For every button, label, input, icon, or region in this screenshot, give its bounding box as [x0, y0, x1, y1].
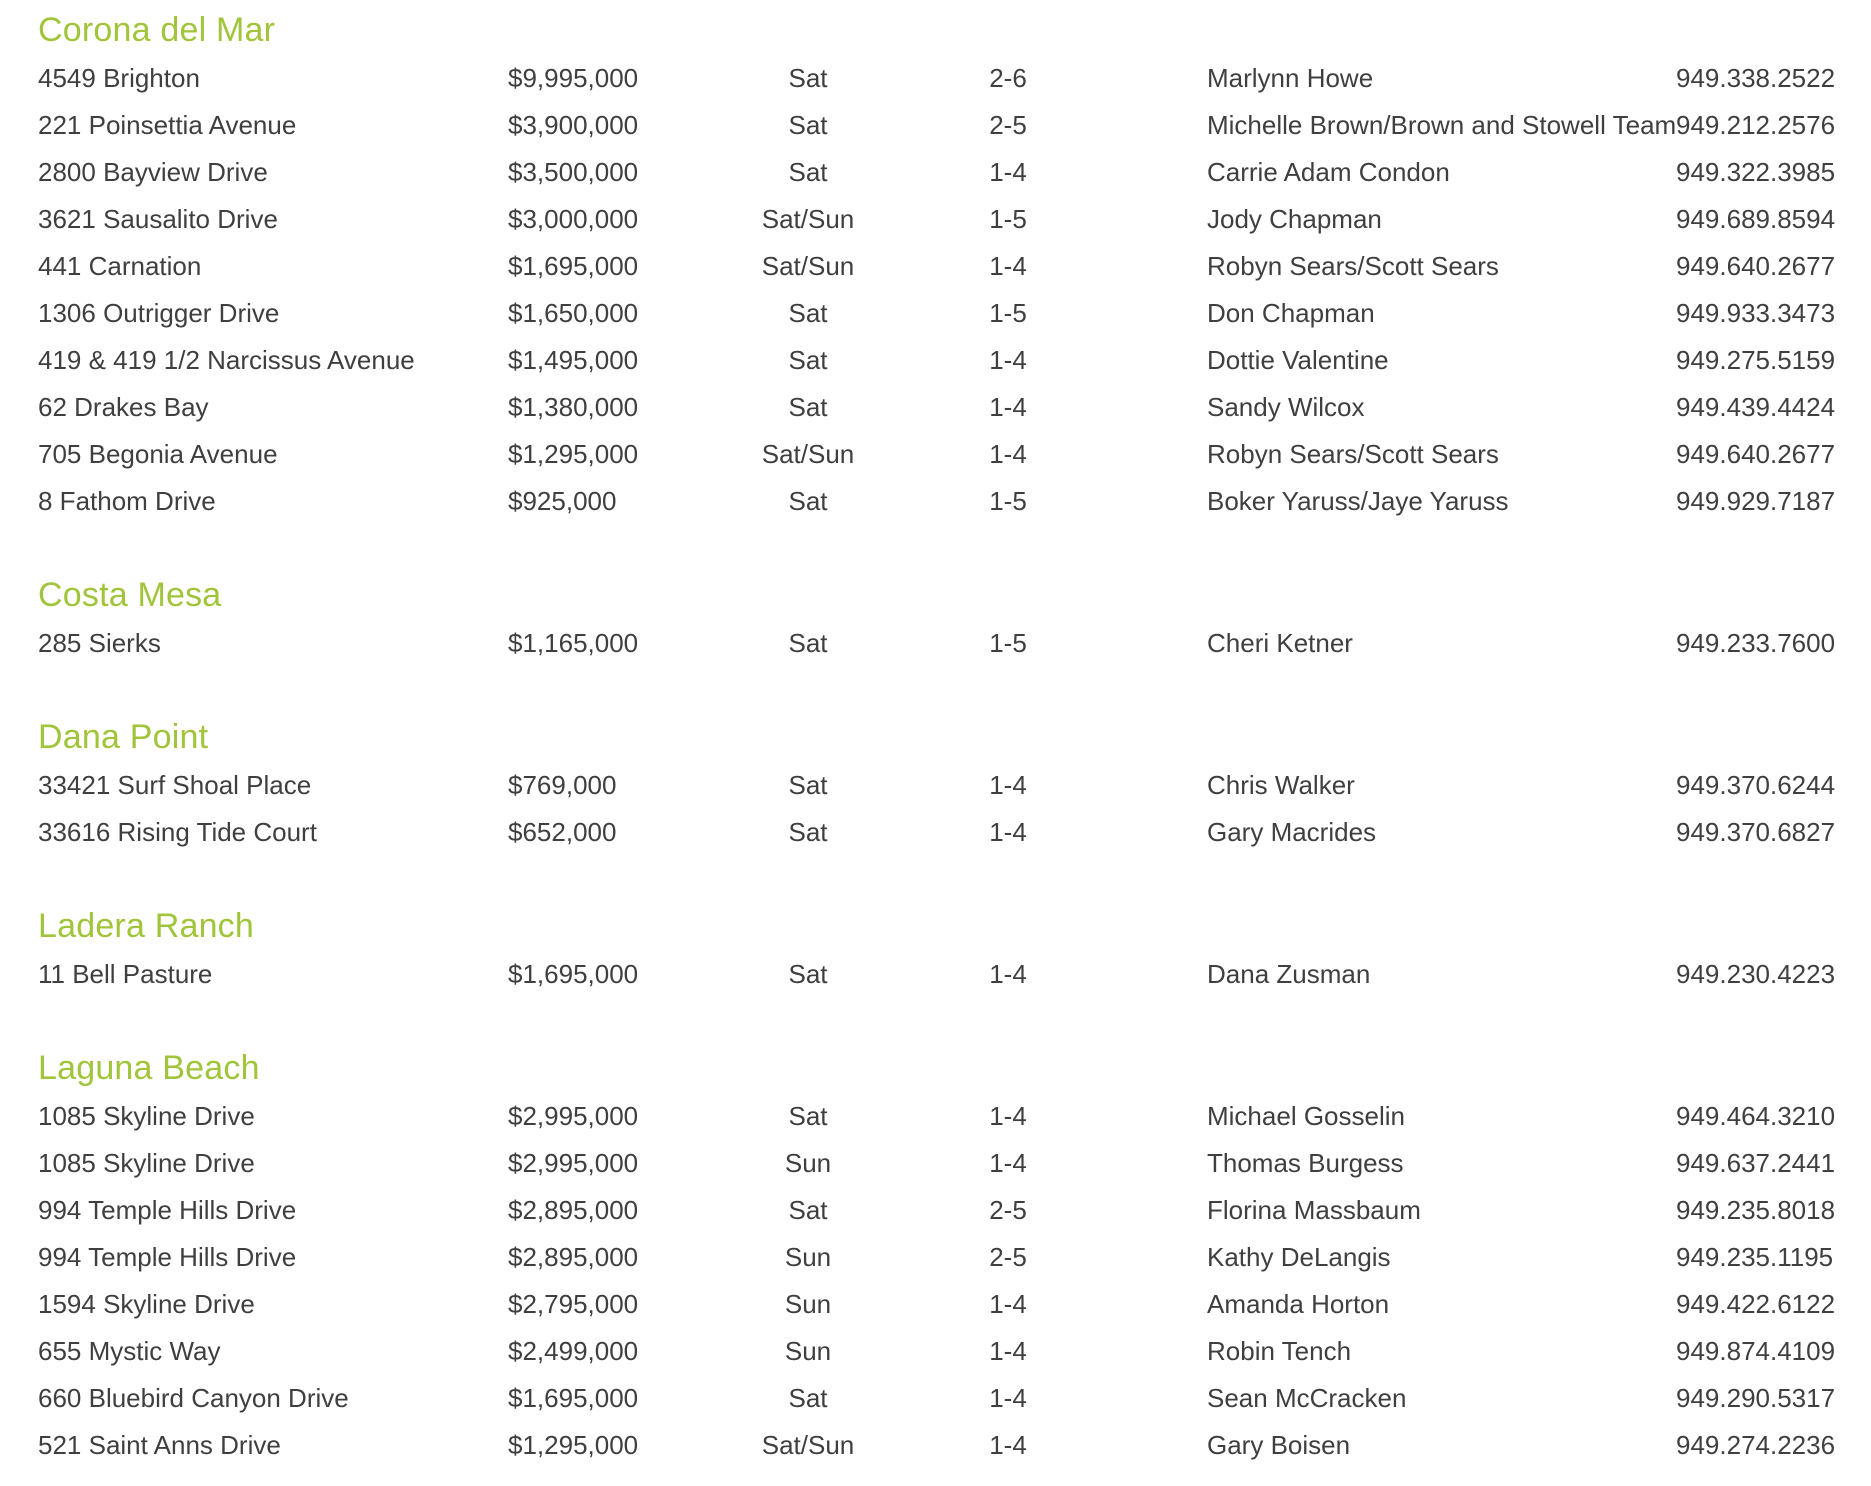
- listing-row: [38, 761, 1871, 808]
- listing-rows: [38, 950, 1871, 997]
- listing-price: $1,495,000: [508, 344, 639, 375]
- listing-price: $769,000: [508, 769, 617, 800]
- listing-phone: 949.439.4424: [1676, 391, 1836, 422]
- listing-row: [38, 1327, 1871, 1374]
- listing-agent: Dana Zusman: [1207, 958, 1371, 989]
- listing-row: [38, 1421, 1871, 1468]
- listing-time: 2-5: [989, 1241, 1027, 1272]
- listing-time: 1-4: [989, 816, 1027, 847]
- listing-phone: 949.233.7600: [1676, 627, 1836, 658]
- listing-address: 1085 Skyline Drive: [38, 1147, 255, 1178]
- listing-agent: Sean McCracken: [1207, 1382, 1407, 1413]
- listing-day: Sat/Sun: [761, 438, 855, 469]
- listing-day: Sat: [788, 391, 828, 422]
- listing-row: [38, 1233, 1871, 1280]
- listing-agent: Amanda Horton: [1207, 1288, 1390, 1319]
- listing-address: 33421 Surf Shoal Place: [38, 769, 312, 800]
- listing-row: [38, 195, 1871, 242]
- listing-row: [38, 1092, 1871, 1139]
- listing-phone: 949.275.5159: [1676, 344, 1836, 375]
- listing-agent: Cheri Ketner: [1207, 627, 1353, 658]
- listing-phone: 949.422.6122: [1676, 1288, 1836, 1319]
- listing-phone: 949.235.8018: [1676, 1194, 1836, 1225]
- listing-phone: 949.338.2522: [1676, 62, 1836, 93]
- listing-agent: Jody Chapman: [1207, 203, 1382, 234]
- listing-time: 1-4: [989, 344, 1027, 375]
- listing-row: [38, 1186, 1871, 1233]
- listing-agent: Carrie Adam Condon: [1207, 156, 1450, 187]
- listing-day: Sat: [788, 109, 828, 140]
- listing-row: [38, 477, 1871, 524]
- listing-day: Sat: [788, 1382, 828, 1413]
- listing-agent: Michael Gosselin: [1207, 1100, 1405, 1131]
- listing-row: [38, 950, 1871, 997]
- listing-day: Sun: [784, 1241, 832, 1272]
- listing-phone: 949.235.1195: [1676, 1241, 1834, 1272]
- listing-price: $1,695,000: [508, 1382, 639, 1413]
- listing-time: 1-5: [989, 485, 1027, 516]
- listing-agent: Gary Boisen: [1207, 1429, 1351, 1460]
- listing-address: 33616 Rising Tide Court: [38, 816, 317, 847]
- listing-day: Sat: [788, 958, 828, 989]
- listing-price: $2,895,000: [508, 1241, 639, 1272]
- listing-day: Sat: [788, 344, 828, 375]
- listing-address: 1594 Skyline Drive: [38, 1288, 255, 1319]
- listing-row: [38, 101, 1871, 148]
- listing-time: 1-4: [989, 1100, 1027, 1131]
- city-section: [38, 714, 1871, 855]
- city-section: [38, 1045, 1871, 1468]
- listing-phone: 949.290.5317: [1676, 1382, 1836, 1413]
- listing-row: [38, 1280, 1871, 1327]
- listing-agent: Robyn Sears/Scott Sears: [1207, 250, 1499, 281]
- listing-address: 521 Saint Anns Drive: [38, 1429, 281, 1460]
- listing-row: [38, 1139, 1871, 1186]
- listing-agent: Michelle Brown/Brown and Stowell Team: [1207, 109, 1677, 140]
- listing-price: $2,895,000: [508, 1194, 639, 1225]
- listing-price: $9,995,000: [508, 62, 639, 93]
- listing-rows: [38, 54, 1871, 524]
- listing-address: 655 Mystic Way: [38, 1335, 221, 1366]
- city-section: [38, 903, 1871, 997]
- listing-phone: 949.640.2677: [1676, 250, 1836, 281]
- listing-row: [38, 383, 1871, 430]
- listing-agent: Robin Tench: [1207, 1335, 1352, 1366]
- listing-agent: Kathy DeLangis: [1207, 1241, 1391, 1272]
- listing-row: [38, 54, 1871, 101]
- listing-agent: Dottie Valentine: [1207, 344, 1389, 375]
- listing-address: 11 Bell Pasture: [38, 958, 213, 989]
- listing-price: $1,695,000: [508, 958, 639, 989]
- listing-day: Sat: [788, 769, 828, 800]
- listing-time: 1-4: [989, 1335, 1027, 1366]
- listing-address: 8 Fathom Drive: [38, 485, 216, 516]
- listing-day: Sun: [784, 1288, 832, 1319]
- listing-phone: 949.874.4109: [1676, 1335, 1836, 1366]
- listing-agent: Don Chapman: [1207, 297, 1375, 328]
- listing-price: $925,000: [508, 485, 617, 516]
- listing-phone: 949.230.4223: [1676, 958, 1836, 989]
- listing-address: 62 Drakes Bay: [38, 391, 209, 422]
- listing-phone: 949.929.7187: [1676, 485, 1836, 516]
- listing-day: Sun: [784, 1335, 832, 1366]
- listing-address: 1085 Skyline Drive: [38, 1100, 255, 1131]
- listing-day: Sat: [788, 1194, 828, 1225]
- listing-address: 3621 Sausalito Drive: [38, 203, 278, 234]
- listing-phone: 949.464.3210: [1676, 1100, 1836, 1131]
- listing-agent: Boker Yaruss/Jaye Yaruss: [1207, 485, 1509, 516]
- listing-phone: 949.322.3985: [1676, 156, 1836, 187]
- listing-time: 1-5: [989, 203, 1027, 234]
- listing-time: 2-6: [989, 62, 1027, 93]
- listing-address: 705 Begonia Avenue: [38, 438, 278, 469]
- listing-row: [38, 289, 1871, 336]
- listing-phone: 949.933.3473: [1676, 297, 1836, 328]
- listing-time: 1-4: [989, 1147, 1027, 1178]
- listing-agent: Marlynn Howe: [1207, 62, 1374, 93]
- listing-row: [38, 1374, 1871, 1421]
- listing-time: 1-5: [989, 627, 1027, 658]
- listing-row: [38, 336, 1871, 383]
- city-heading: Costa Mesa: [38, 576, 222, 614]
- listing-day: Sat: [788, 627, 828, 658]
- listing-price: $2,995,000: [508, 1147, 639, 1178]
- listing-time: 2-5: [989, 1194, 1027, 1225]
- listing-address: 994 Temple Hills Drive: [38, 1194, 297, 1225]
- listing-price: $3,000,000: [508, 203, 639, 234]
- listing-agent: Gary Macrides: [1207, 816, 1377, 847]
- listing-price: $1,650,000: [508, 297, 639, 328]
- listing-price: $2,995,000: [508, 1100, 639, 1131]
- listing-time: 1-5: [989, 297, 1027, 328]
- city-section: [38, 7, 1871, 524]
- listing-address: 221 Poinsettia Avenue: [38, 109, 297, 140]
- listing-agent: Robyn Sears/Scott Sears: [1207, 438, 1499, 469]
- listing-price: $3,900,000: [508, 109, 639, 140]
- listing-phone: 949.640.2677: [1676, 438, 1836, 469]
- listing-day: Sat/Sun: [761, 1429, 855, 1460]
- listing-phone: 949.689.8594: [1676, 203, 1836, 234]
- listing-price: $1,295,000: [508, 1429, 639, 1460]
- listing-price: $1,380,000: [508, 391, 639, 422]
- city-heading: Dana Point: [38, 718, 209, 756]
- listing-time: 1-4: [989, 391, 1027, 422]
- listing-day: Sat: [788, 1100, 828, 1131]
- listing-phone: 949.370.6244: [1676, 769, 1836, 800]
- listing-time: 1-4: [989, 438, 1027, 469]
- listing-address: 1306 Outrigger Drive: [38, 297, 280, 328]
- listing-price: $1,295,000: [508, 438, 639, 469]
- listing-address: 2800 Bayview Drive: [38, 156, 268, 187]
- listing-day: Sat: [788, 816, 828, 847]
- listing-price: $652,000: [508, 816, 617, 847]
- listing-row: [38, 148, 1871, 195]
- listing-address: 4549 Brighton: [38, 62, 200, 93]
- listing-address: 419 & 419 1/2 Narcissus Avenue: [38, 344, 415, 375]
- listing-price: $1,695,000: [508, 250, 639, 281]
- listing-address: 285 Sierks: [38, 627, 161, 658]
- listing-price: $3,500,000: [508, 156, 639, 187]
- listing-time: 1-4: [989, 958, 1027, 989]
- listing-row: [38, 619, 1871, 666]
- listing-phone: 949.370.6827: [1676, 816, 1836, 847]
- listing-day: Sat: [788, 297, 828, 328]
- listing-time: 2-5: [989, 109, 1027, 140]
- listing-phone: 949.274.2236: [1676, 1429, 1836, 1460]
- listing-price: $1,165,000: [508, 627, 639, 658]
- listing-time: 1-4: [989, 1382, 1027, 1413]
- listing-day: Sat: [788, 485, 828, 516]
- listing-agent: Thomas Burgess: [1207, 1147, 1404, 1178]
- listing-agent: Florina Massbaum: [1207, 1194, 1421, 1225]
- city-heading: Ladera Ranch: [38, 907, 254, 945]
- listing-price: $2,795,000: [508, 1288, 639, 1319]
- listing-price: $2,499,000: [508, 1335, 639, 1366]
- listing-phone: 949.637.2441: [1676, 1147, 1836, 1178]
- city-heading: Corona del Mar: [38, 11, 276, 49]
- listing-day: Sun: [784, 1147, 832, 1178]
- listing-agent: Chris Walker: [1207, 769, 1355, 800]
- listing-time: 1-4: [989, 769, 1027, 800]
- listing-address: 660 Bluebird Canyon Drive: [38, 1382, 349, 1413]
- listing-agent: Sandy Wilcox: [1207, 391, 1365, 422]
- listing-time: 1-4: [989, 1429, 1027, 1460]
- listing-day: Sat: [788, 156, 828, 187]
- listing-rows: [38, 761, 1871, 855]
- listing-phone: 949.212.2576: [1676, 109, 1836, 140]
- city-heading: Laguna Beach: [38, 1049, 260, 1087]
- listing-time: 1-4: [989, 156, 1027, 187]
- listing-time: 1-4: [989, 1288, 1027, 1319]
- listing-day: Sat: [788, 62, 828, 93]
- listing-rows: [38, 619, 1871, 666]
- listing-row: [38, 242, 1871, 289]
- listing-address: 994 Temple Hills Drive: [38, 1241, 297, 1272]
- listing-address: 441 Carnation: [38, 250, 202, 281]
- listing-day: Sat/Sun: [761, 250, 855, 281]
- listing-time: 1-4: [989, 250, 1027, 281]
- listing-row: [38, 808, 1871, 855]
- listing-row: [38, 430, 1871, 477]
- listing-day: Sat/Sun: [761, 203, 855, 234]
- listing-rows: [38, 1092, 1871, 1468]
- city-section: [38, 572, 1871, 666]
